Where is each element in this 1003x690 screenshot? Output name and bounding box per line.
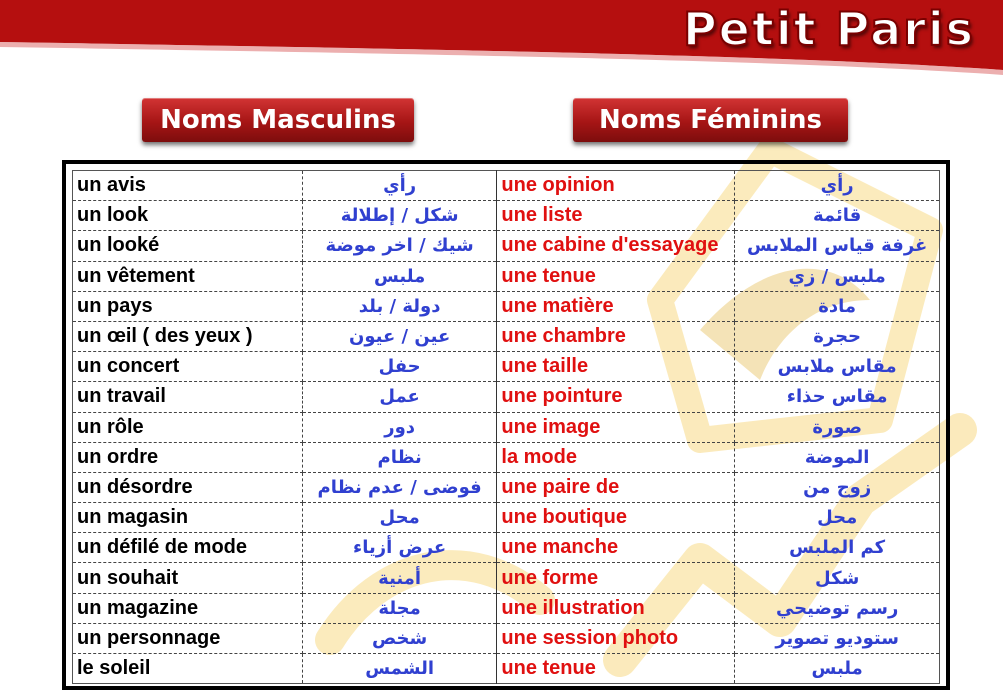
feminine-french-word: une tenue bbox=[497, 654, 735, 684]
feminine-french-word: une image bbox=[497, 412, 735, 442]
masculine-arabic-translation: عرض أزياء bbox=[302, 533, 497, 563]
table-row bbox=[73, 382, 940, 412]
feminine-french-word: une manche bbox=[497, 533, 735, 563]
masculine-arabic-translation: رأي bbox=[302, 171, 497, 201]
feminine-arabic-translation: مقاس حذاء bbox=[735, 382, 940, 412]
table-row bbox=[73, 352, 940, 382]
table-row bbox=[73, 171, 940, 201]
masculine-french-word: un avis bbox=[73, 171, 303, 201]
feminine-french-word: une tenue bbox=[497, 261, 735, 291]
masculine-french-word: un ordre bbox=[73, 442, 303, 472]
feminine-arabic-translation: حجرة bbox=[735, 321, 940, 351]
masculine-arabic-translation: دور bbox=[302, 412, 497, 442]
feminine-arabic-translation: رأي bbox=[735, 171, 940, 201]
masculine-arabic-translation: فوضى / عدم نظام bbox=[302, 472, 497, 502]
feminine-french-word: une matière bbox=[497, 291, 735, 321]
masculine-french-word: un concert bbox=[73, 352, 303, 382]
masculine-arabic-translation: مجلة bbox=[302, 593, 497, 623]
table-row bbox=[73, 533, 940, 563]
feminine-french-word: une taille bbox=[497, 352, 735, 382]
table-row bbox=[73, 412, 940, 442]
masculine-arabic-translation: أمنية bbox=[302, 563, 497, 593]
table-row bbox=[73, 201, 940, 231]
header-masculine-nouns: Noms Masculins bbox=[142, 98, 414, 142]
feminine-french-word: une liste bbox=[497, 201, 735, 231]
masculine-arabic-translation: عين / عيون bbox=[302, 321, 497, 351]
table-row bbox=[73, 593, 940, 623]
feminine-french-word: une boutique bbox=[497, 503, 735, 533]
feminine-arabic-translation: زوج من bbox=[735, 472, 940, 502]
feminine-french-word: une illustration bbox=[497, 593, 735, 623]
table-row bbox=[73, 503, 940, 533]
feminine-french-word: une paire de bbox=[497, 472, 735, 502]
masculine-arabic-translation: شكل / إطلالة bbox=[302, 201, 497, 231]
masculine-french-word: un travail bbox=[73, 382, 303, 412]
masculine-arabic-translation: عمل bbox=[302, 382, 497, 412]
vocabulary-table bbox=[72, 170, 940, 684]
feminine-french-word: la mode bbox=[497, 442, 735, 472]
table-row bbox=[73, 654, 940, 684]
feminine-arabic-translation: ستوديو تصوير bbox=[735, 623, 940, 653]
feminine-arabic-translation: قائمة bbox=[735, 201, 940, 231]
table-row bbox=[73, 231, 940, 261]
feminine-arabic-translation: ملبس / زي bbox=[735, 261, 940, 291]
table-row bbox=[73, 563, 940, 593]
masculine-french-word: un magazine bbox=[73, 593, 303, 623]
feminine-arabic-translation: كم الملبس bbox=[735, 533, 940, 563]
table-row bbox=[73, 442, 940, 472]
feminine-arabic-translation: رسم توضيحي bbox=[735, 593, 940, 623]
masculine-french-word: un vêtement bbox=[73, 261, 303, 291]
table-row bbox=[73, 472, 940, 502]
vocabulary-table-frame bbox=[62, 160, 950, 690]
vocabulary-table-body bbox=[73, 171, 940, 684]
feminine-french-word: une chambre bbox=[497, 321, 735, 351]
masculine-arabic-translation: شخص bbox=[302, 623, 497, 653]
masculine-french-word: un rôle bbox=[73, 412, 303, 442]
masculine-french-word: un look bbox=[73, 201, 303, 231]
masculine-arabic-translation: شيك / اخر موضة bbox=[302, 231, 497, 261]
feminine-arabic-translation: مقاس ملابس bbox=[735, 352, 940, 382]
masculine-french-word: un désordre bbox=[73, 472, 303, 502]
masculine-french-word: le soleil bbox=[73, 654, 303, 684]
feminine-arabic-translation: ملبس bbox=[735, 654, 940, 684]
feminine-french-word: une forme bbox=[497, 563, 735, 593]
feminine-arabic-translation: صورة bbox=[735, 412, 940, 442]
brand-title: Petit Paris bbox=[682, 2, 975, 56]
masculine-french-word: un magasin bbox=[73, 503, 303, 533]
table-row bbox=[73, 261, 940, 291]
masculine-french-word: un souhait bbox=[73, 563, 303, 593]
feminine-arabic-translation: غرفة قياس الملابس bbox=[735, 231, 940, 261]
masculine-french-word: un œil ( des yeux ) bbox=[73, 321, 303, 351]
masculine-arabic-translation: محل bbox=[302, 503, 497, 533]
feminine-french-word: une session photo bbox=[497, 623, 735, 653]
masculine-french-word: un looké bbox=[73, 231, 303, 261]
masculine-arabic-translation: ملبس bbox=[302, 261, 497, 291]
feminine-french-word: une opinion bbox=[497, 171, 735, 201]
masculine-french-word: un pays bbox=[73, 291, 303, 321]
masculine-arabic-translation: دولة / بلد bbox=[302, 291, 497, 321]
feminine-arabic-translation: شكل bbox=[735, 563, 940, 593]
header-feminine-nouns: Noms Féminins bbox=[573, 98, 848, 142]
feminine-arabic-translation: مادة bbox=[735, 291, 940, 321]
table-row bbox=[73, 291, 940, 321]
feminine-arabic-translation: محل bbox=[735, 503, 940, 533]
masculine-french-word: un défilé de mode bbox=[73, 533, 303, 563]
masculine-french-word: un personnage bbox=[73, 623, 303, 653]
table-row bbox=[73, 321, 940, 351]
masculine-arabic-translation: نظام bbox=[302, 442, 497, 472]
masculine-arabic-translation: حفل bbox=[302, 352, 497, 382]
feminine-arabic-translation: الموضة bbox=[735, 442, 940, 472]
table-row bbox=[73, 623, 940, 653]
feminine-french-word: une pointure bbox=[497, 382, 735, 412]
feminine-french-word: une cabine d'essayage bbox=[497, 231, 735, 261]
masculine-arabic-translation: الشمس bbox=[302, 654, 497, 684]
